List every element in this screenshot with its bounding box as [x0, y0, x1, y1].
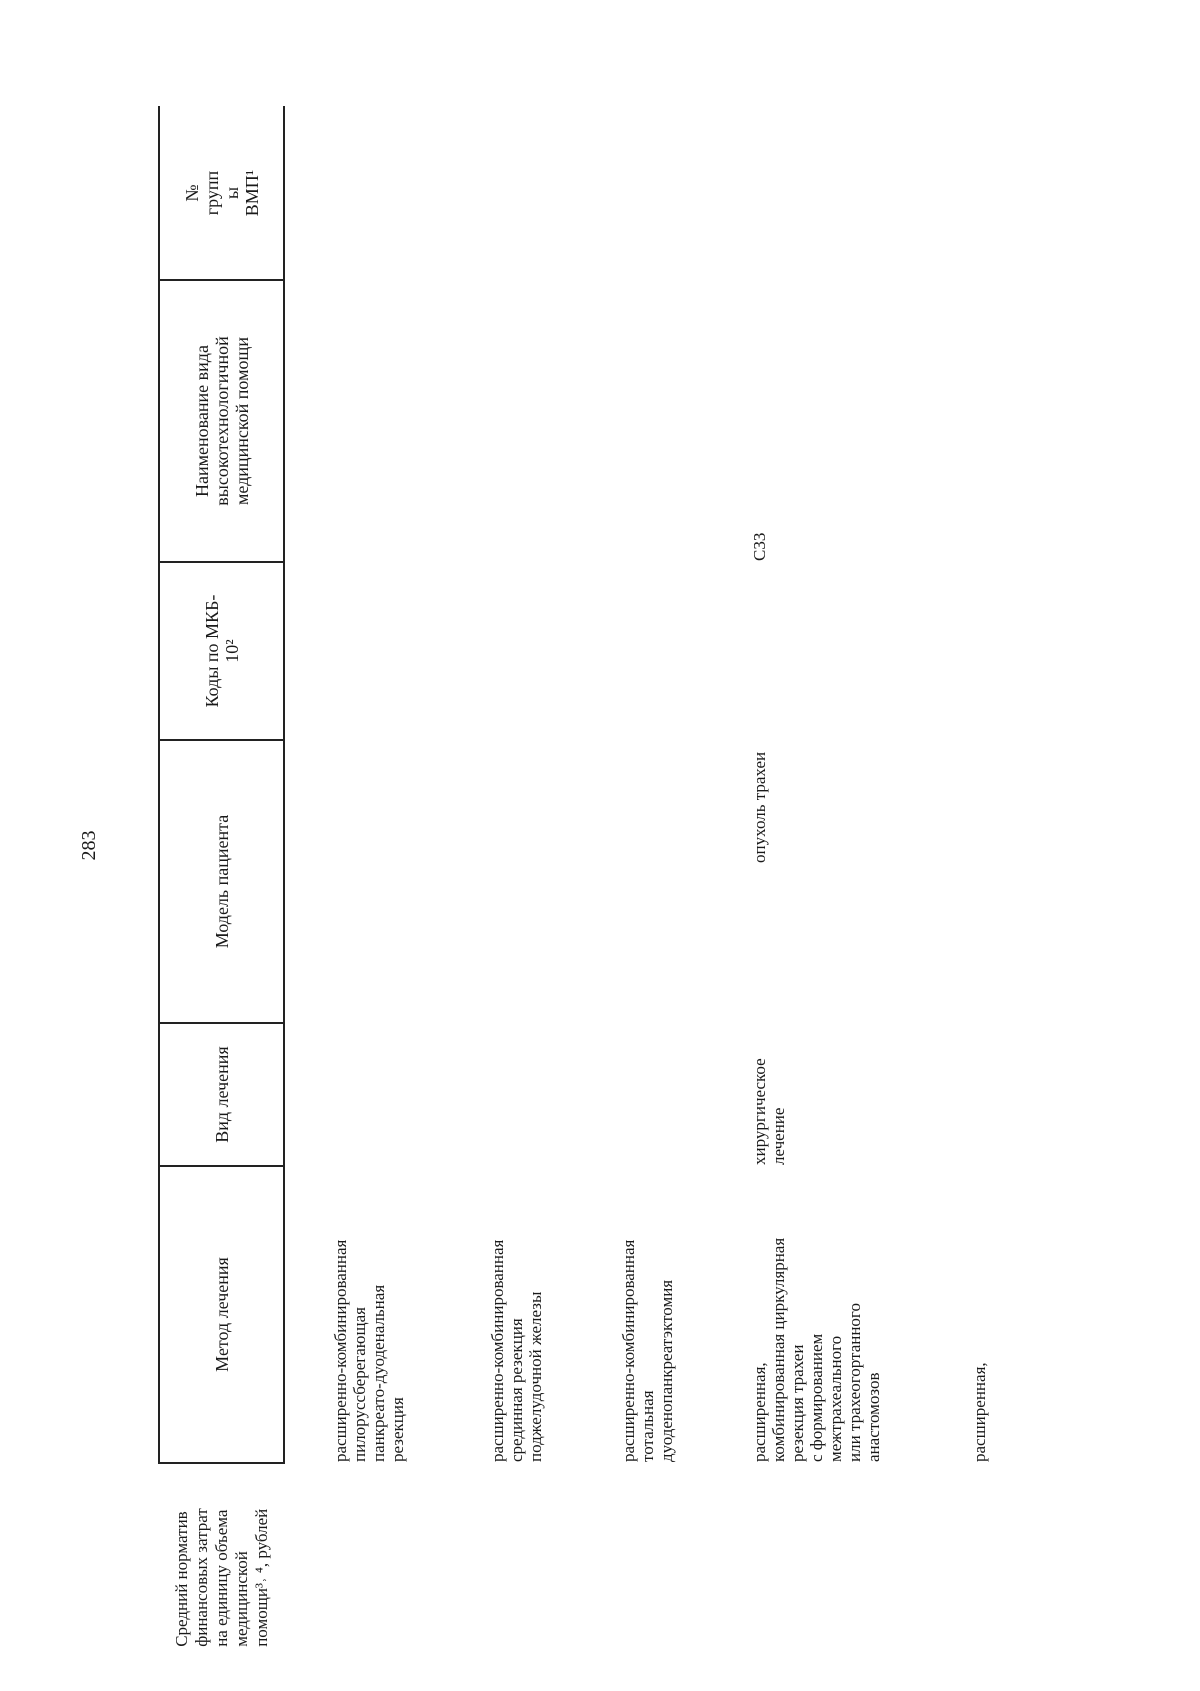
method-cell: расширенно-комбинированная пилоруссберегающая панкреато-дуоденальная резекция: [331, 1239, 407, 1462]
header-cost: Средний норматив финансовых затрат на единицу объема медицинской помощи³˒ ⁴, рублей: [171, 1508, 271, 1647]
code-cell: C33: [750, 532, 769, 561]
header-treatment-type: Вид лечения: [211, 1046, 232, 1143]
patient-model-cell: опухоль трахеи: [750, 751, 769, 863]
page-number: 283: [78, 830, 100, 861]
method-cell: расширенная,: [970, 1362, 989, 1462]
header-name: Наименование вида высокотехнологичной медицинской помощи: [191, 336, 252, 506]
method-cell: расширенная, комбинированная циркулярная резекция трахеи с формированием межтрахеального или трахеогортанного анастомозов: [750, 1237, 883, 1462]
table-header-rule: [283, 106, 285, 1464]
method-cell: расширенно-комбинированная тотальная дуоденопанкреатэктомия: [619, 1239, 676, 1462]
treatment-type-cell: хирургическое лечение: [750, 1058, 788, 1165]
header-group-no: № групп ы ВМП¹: [181, 169, 262, 217]
header-method: Метод лечения: [211, 1257, 232, 1372]
header-patient-model: Модель пациента: [211, 814, 232, 949]
method-cell: расширенно-комбинированная срединная резекция поджелудочной железы: [488, 1239, 545, 1462]
header-codes: Коды по МКБ- 10²: [201, 594, 242, 708]
